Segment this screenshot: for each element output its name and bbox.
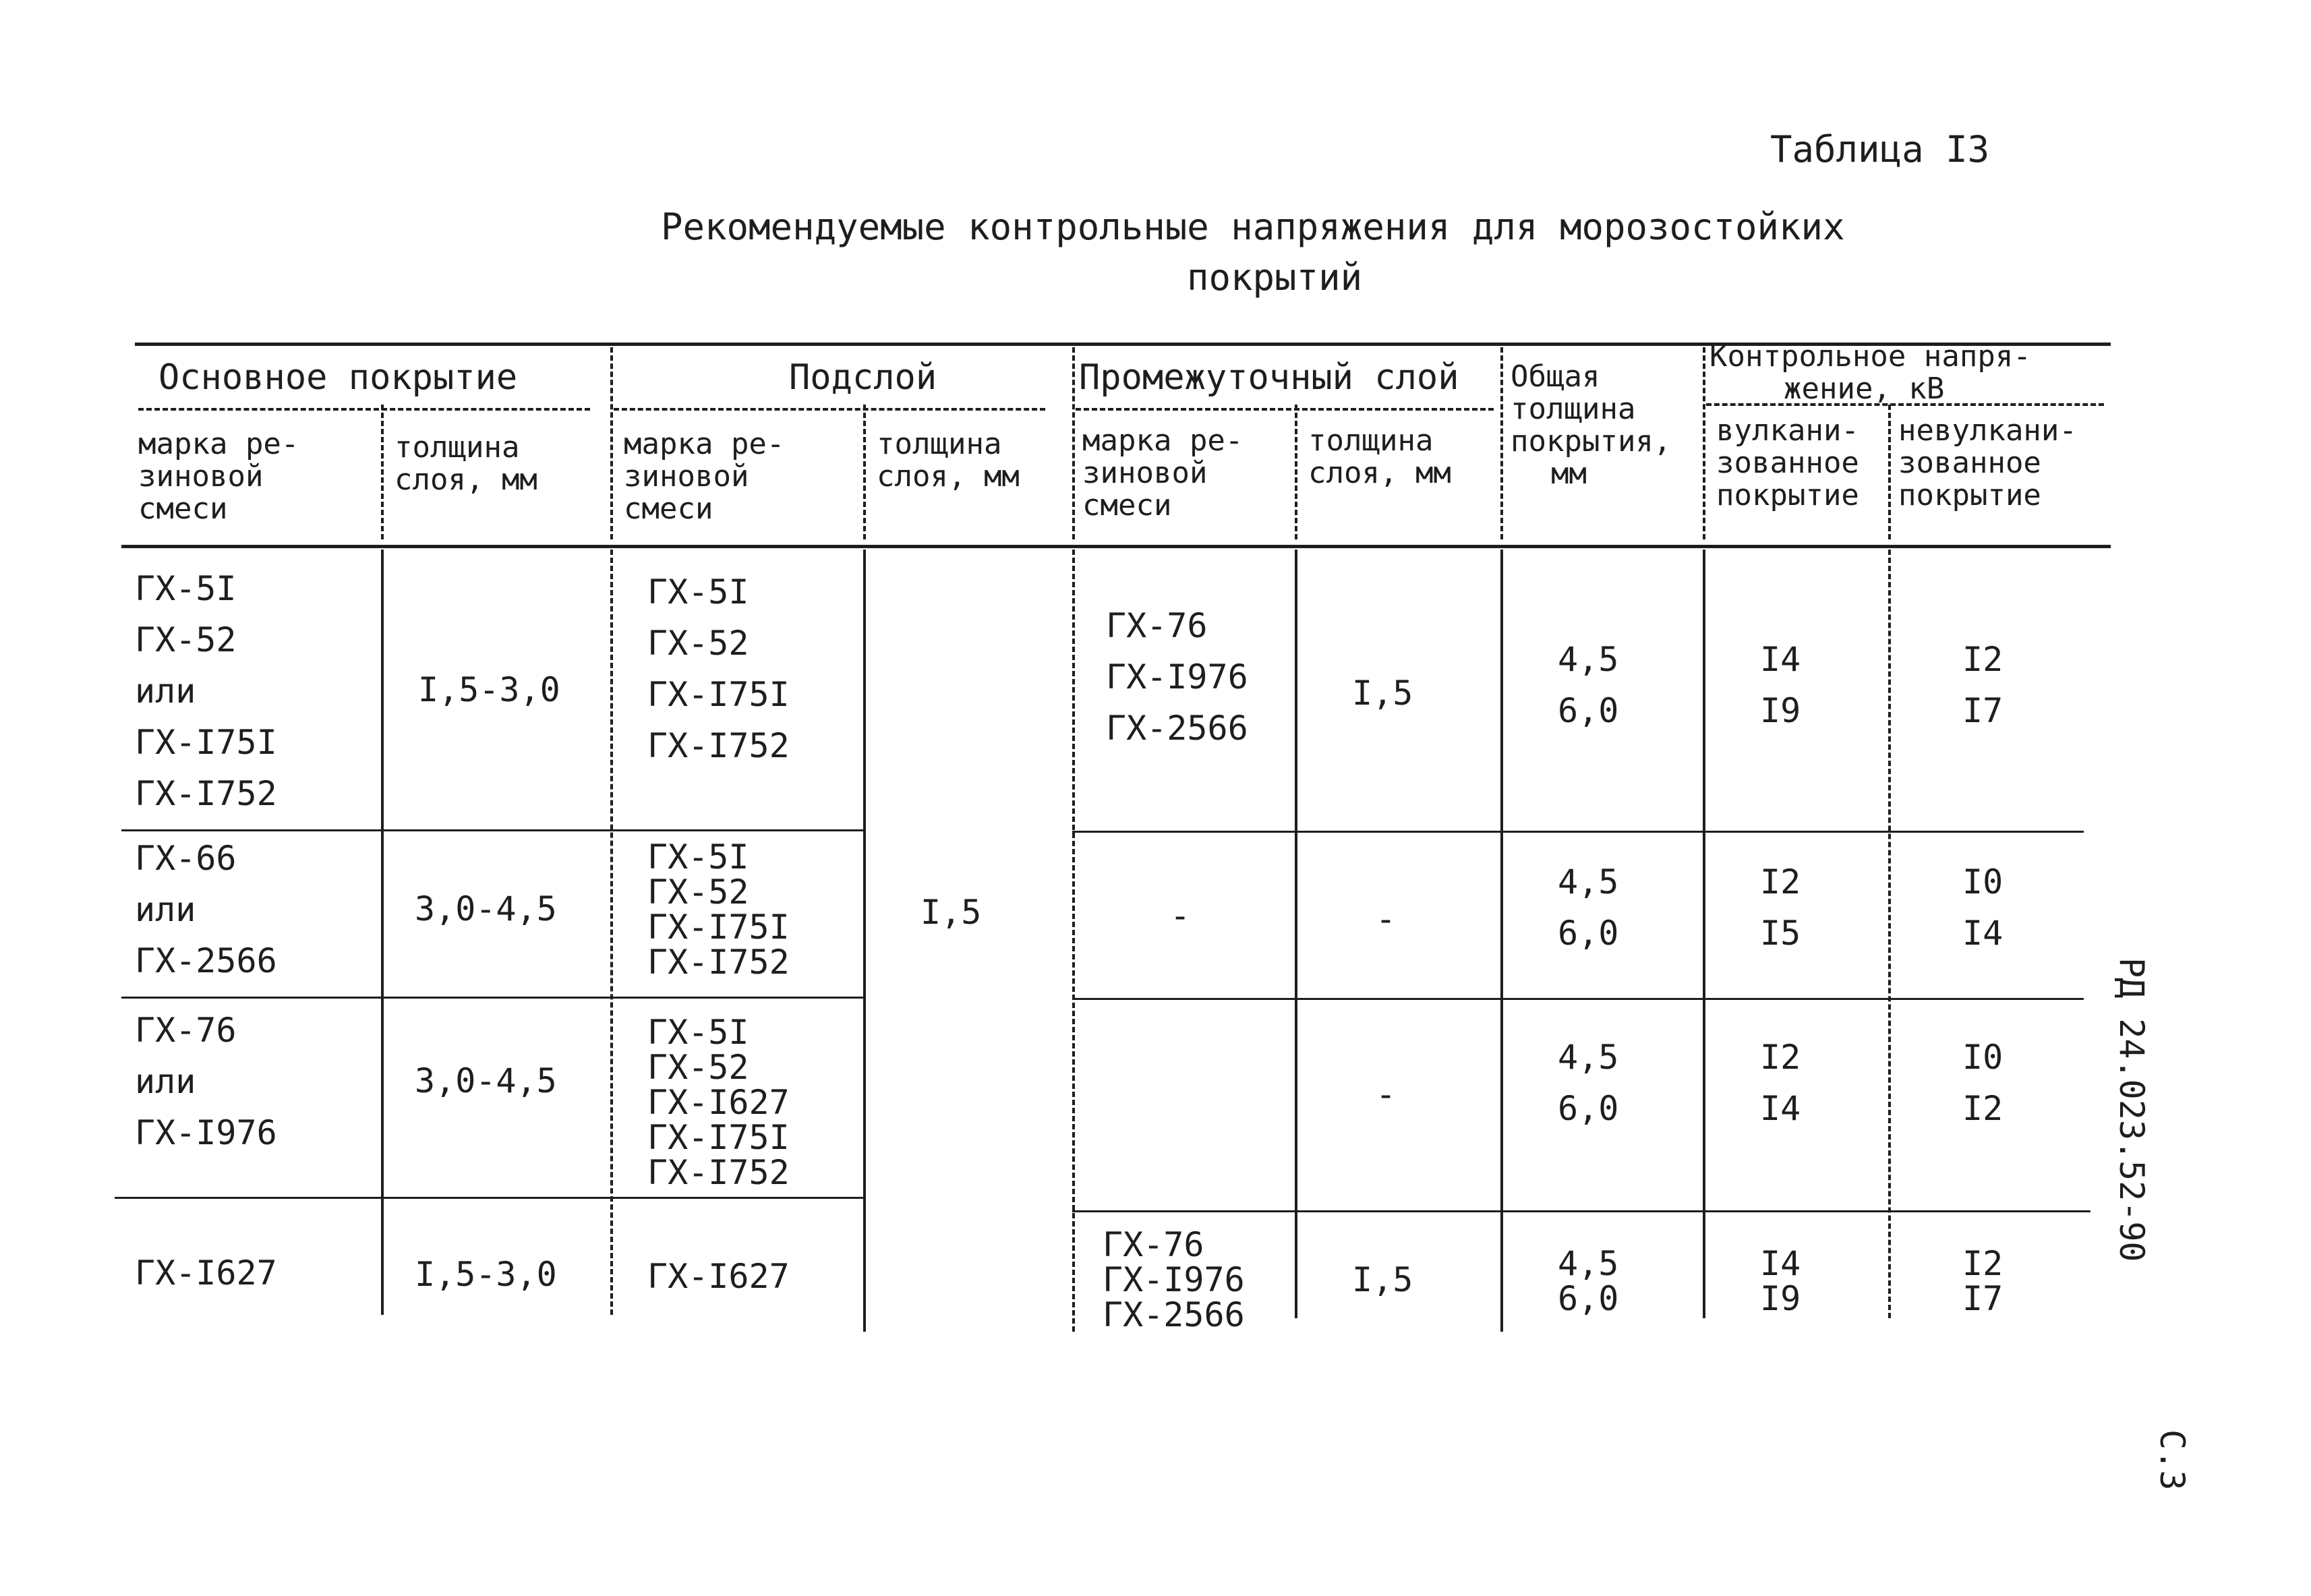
col-sep-5	[1295, 405, 1297, 539]
col-sep-2	[610, 347, 613, 539]
row4-int-mark: ГХ-76 ГХ-I976 ГХ-2566	[1103, 1225, 1245, 1334]
row2-main-mark: ГХ-66 или ГХ-2566	[135, 839, 277, 980]
row-sep-1-right	[1072, 831, 2084, 833]
row1-main-thickness: I,5-3,0	[418, 670, 560, 709]
body-col-line-6	[1500, 550, 1503, 1332]
row4-main-thickness: I,5-3,0	[415, 1255, 557, 1294]
col-sep-8	[1888, 405, 1891, 539]
row2-vulcanized: I2 I5	[1760, 862, 1801, 953]
header-int-mark: марка ре- зиновой смеси	[1082, 423, 1244, 523]
row4-sub-mark: ГХ-I627	[647, 1257, 790, 1296]
int-group-underline	[1076, 408, 1494, 411]
page-number: С.3	[2153, 1429, 2192, 1491]
row2-non-vulcanized: I0 I4	[1962, 862, 2003, 953]
col-sep-3	[863, 405, 866, 539]
row-sep-3-right	[1072, 1210, 2090, 1212]
header-sublayer: Подслой	[789, 357, 937, 398]
body-col-line-5	[1295, 550, 1297, 1318]
header-total-thickness: Общая толщина покрытия, мм	[1511, 359, 1672, 491]
header-sub-mark: марка ре- зиновой смеси	[624, 427, 785, 526]
col-sep-6	[1500, 347, 1503, 539]
row1-main-mark: ГХ-5I ГХ-52 или ГХ-I75I ГХ-I752	[135, 569, 277, 813]
body-col-line-1	[381, 550, 384, 1315]
row4-main-mark: ГХ-I627	[135, 1253, 277, 1293]
row-sep-2-left	[121, 997, 863, 999]
header-main-coating: Основное покрытие	[158, 357, 518, 398]
row2-int-thickness: -	[1376, 899, 1397, 939]
col-sep-4	[1072, 347, 1075, 539]
table-number: Таблица I3	[1770, 128, 1990, 171]
header-vulcanized: вулкани- зованное покрытие	[1716, 413, 1859, 512]
row1-total: 4,5 6,0	[1558, 640, 1619, 730]
row1-int-thickness: I,5	[1352, 674, 1413, 713]
row3-sub-mark: ГХ-5I ГХ-52 ГХ-I627 ГХ-I75I ГХ-I752	[647, 1013, 790, 1192]
row1-sub-mark: ГХ-5I ГХ-52 ГХ-I75I ГХ-I752	[647, 572, 790, 765]
row4-total: 4,5 6,0	[1558, 1244, 1619, 1318]
body-col-line-2	[610, 550, 613, 1315]
header-non-vulcanized: невулкани- зованное покрытие	[1898, 413, 2077, 512]
header-intermediate-layer: Промежуточный слой	[1079, 357, 1459, 398]
row4-int-thickness: I,5	[1352, 1260, 1413, 1299]
header-sub-thickness: толщина слоя, мм	[877, 427, 1020, 494]
row1-int-mark: ГХ-76 ГХ-I976 ГХ-2566	[1106, 606, 1248, 748]
row3-vulcanized: I2 I4	[1760, 1038, 1801, 1128]
row2-sub-mark: ГХ-5I ГХ-52 ГХ-I75I ГХ-I752	[647, 837, 790, 982]
row-sep-1-left	[121, 829, 863, 831]
row-sep-2-right	[1072, 998, 2084, 1000]
body-col-line-4	[1072, 550, 1075, 1332]
table-title-line-1: Рекомендуемые контрольные напряжения для морозостойких	[661, 206, 1845, 248]
row1-non-vulcanized: I2 I7	[1962, 640, 2003, 730]
row2-main-thickness: 3,0-4,5	[415, 889, 557, 928]
header-control-voltage: Контрольное напря- жение, кВ	[1709, 339, 2031, 406]
table-title-line-2: покрытий	[1187, 256, 1363, 299]
sub-group-underline	[614, 408, 1045, 411]
header-bottom-rule	[121, 545, 2111, 548]
body-col-line-8	[1888, 550, 1891, 1318]
row3-int-thickness: -	[1376, 1075, 1397, 1114]
header-main-thickness: толщина слоя, мм	[394, 430, 537, 497]
body-col-line-3	[863, 550, 866, 1332]
col-sep-7	[1703, 347, 1705, 539]
row4-non-vulcanized: I2 I7	[1962, 1244, 2003, 1318]
header-int-thickness: толщина слоя, мм	[1308, 423, 1451, 490]
row3-non-vulcanized: I0 I2	[1962, 1038, 2003, 1128]
col-sep-1	[381, 405, 384, 539]
header-main-mark: марка ре- зиновой смеси	[138, 427, 299, 526]
row-sep-3-left	[115, 1197, 863, 1199]
main-group-underline	[138, 408, 590, 411]
row3-total: 4,5 6,0	[1558, 1038, 1619, 1128]
document-code: РД 24.023.52-90	[2112, 957, 2151, 1262]
row3-main-mark: ГХ-76 или ГХ-I976	[135, 1011, 277, 1152]
body-col-line-7	[1703, 550, 1705, 1318]
row2-total: 4,5 6,0	[1558, 862, 1619, 953]
row3-main-thickness: 3,0-4,5	[415, 1061, 557, 1100]
row2-int-mark-dash: -	[1170, 896, 1191, 935]
row1-vulcanized: I4 I9	[1760, 640, 1801, 730]
sublayer-thickness-shared: I,5	[920, 893, 982, 932]
row4-vulcanized: I4 I9	[1760, 1244, 1801, 1318]
